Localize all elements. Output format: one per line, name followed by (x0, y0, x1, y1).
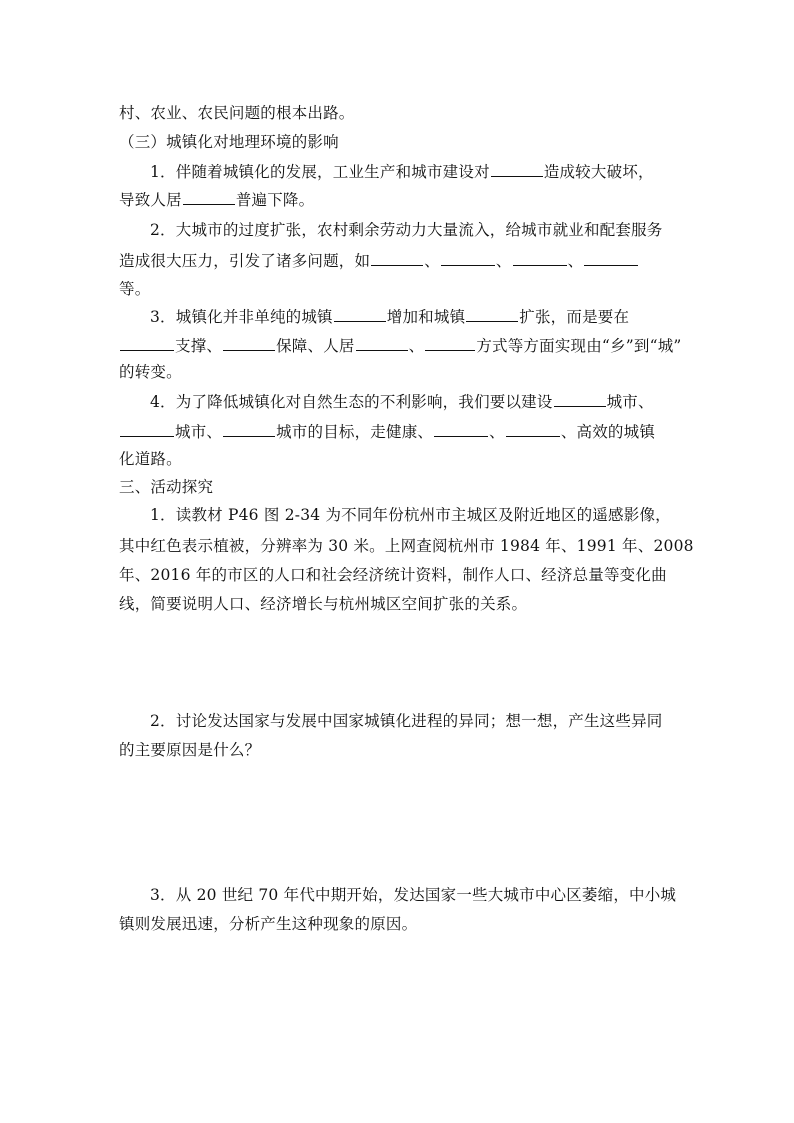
text-line (119, 362, 182, 382)
text-run: 造成较大破坏， (543, 163, 654, 181)
fill-blank[interactable] (223, 335, 275, 351)
text-run: 等。 (119, 280, 151, 298)
fill-blank[interactable] (425, 335, 475, 351)
text-line (150, 306, 629, 327)
text-line (119, 594, 527, 614)
text-run: 导致人居 (119, 191, 182, 209)
text-run: 3．从 20 世纪 70 年代中期开始，发达国家一些大城市中心区萎缩，中小城 (150, 886, 677, 904)
text-line (150, 885, 676, 905)
text-run: 3．城镇化并非单纯的城镇 (150, 308, 333, 326)
fill-blank[interactable] (434, 421, 488, 437)
fill-blank[interactable] (223, 421, 275, 437)
section-heading (119, 477, 213, 497)
fill-blank[interactable] (120, 335, 174, 351)
text-run: 的主要原因是什么？ (119, 741, 261, 759)
text-run: 化道路。 (119, 450, 182, 468)
fill-blank[interactable] (183, 189, 235, 205)
text-run: 支撑、 (175, 337, 223, 355)
text-run: 、 (424, 252, 440, 270)
text-line (150, 711, 662, 731)
text-run: 普遍下降。 (235, 191, 315, 209)
fill-blank[interactable] (334, 306, 386, 322)
text-run: 城市、 (175, 423, 223, 441)
fill-blank[interactable] (120, 421, 174, 437)
text-line (119, 565, 667, 585)
text-line (119, 335, 682, 356)
fill-blank[interactable] (466, 306, 518, 322)
text-line (119, 740, 260, 760)
text-run: 其中红色表示植被，分辨率为 30 米。上网查阅杭州市 1984 年、1991 年、2008 (119, 537, 694, 555)
text-line (119, 421, 655, 442)
text-line (150, 505, 671, 525)
text-run: （三）城镇化对地理环境的影响 (119, 133, 339, 151)
text-run: 、 (495, 252, 512, 270)
text-run: 方式等方面实现由“乡”到“城” (476, 337, 682, 355)
text-run: 线，简要说明人口、经济增长与杭州城区空间扩张的关系。 (119, 595, 528, 613)
text-run: 镇则发展迅速，分析产生这种现象的原因。 (119, 915, 418, 933)
text-run: 、 (408, 337, 425, 355)
text-line (119, 279, 150, 299)
text-run: 、高效的城镇 (560, 423, 656, 441)
fill-blank[interactable] (506, 421, 560, 437)
text-run: 1．伴随着城镇化的发展，工业生产和城市建设对 (150, 163, 490, 181)
fill-blank[interactable] (441, 250, 495, 266)
text-run: 的转变。 (119, 363, 182, 381)
text-line (119, 914, 417, 934)
text-run: 城市、 (606, 393, 654, 411)
fill-blank[interactable] (554, 391, 606, 407)
text-run: 、 (489, 423, 505, 441)
text-run: 增加和城镇 (386, 308, 466, 326)
text-run: 2．大城市的过度扩张，农村剩余劳动力大量流入，给城市就业和配套服务 (150, 221, 663, 239)
text-line (150, 161, 654, 182)
fill-blank[interactable] (356, 335, 408, 351)
text-run: 、 (567, 252, 584, 270)
text-run: 扩张，而是要在 (519, 308, 630, 326)
text-run: 造成很大压力，引发了诸多问题，如 (119, 252, 371, 270)
text-run: 1．读教材 P46 图 2-34 为不同年份杭州市主城区及附近地区的遥感影像， (150, 506, 671, 524)
text-line (150, 391, 654, 412)
fill-blank[interactable] (584, 250, 638, 266)
text-run: 年、2016 年的市区的人口和社会经济统计资料，制作人口、经济总量等变化曲 (119, 566, 667, 584)
text-run: 城市的目标，走健康、 (276, 423, 434, 441)
text-run: 4．为了降低城镇化对自然生态的不利影响，我们要以建设 (150, 393, 553, 411)
fill-blank[interactable] (513, 250, 567, 266)
text-run: 保障、人居 (276, 337, 355, 355)
fill-blank[interactable] (371, 250, 423, 266)
text-line (150, 220, 662, 240)
text-line (119, 189, 314, 210)
text-line (119, 449, 182, 469)
text-run: 三、活动探究 (119, 478, 214, 496)
section-heading (119, 132, 339, 152)
text-line (119, 103, 355, 123)
text-run: 村、农业、农民问题的根本出路。 (119, 104, 355, 122)
text-line (119, 250, 639, 271)
text-line (119, 536, 694, 556)
text-run: 2．讨论发达国家与发展中国家城镇化进程的异同；想一想，产生这些异同 (150, 712, 663, 730)
fill-blank[interactable] (491, 161, 543, 177)
